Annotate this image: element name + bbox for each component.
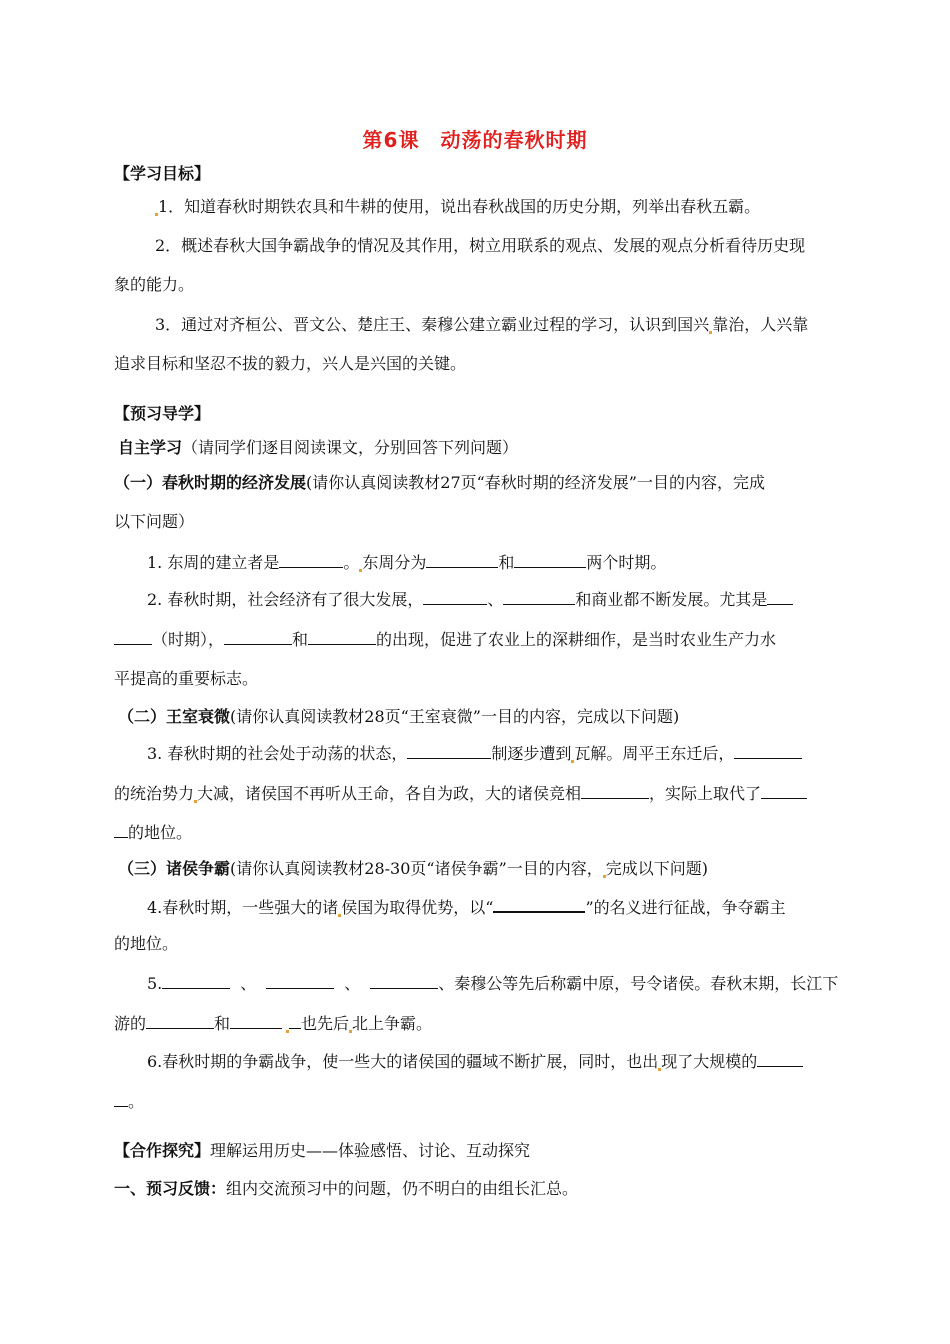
q2-text-e: 和: [292, 630, 309, 649]
q3-text-f: ，实际上取代了: [649, 784, 762, 803]
q6-text-a: 6.春秋时期的争霸战争，使一些大的诸侯国的疆域不断扩展，同时，也出: [147, 1052, 659, 1071]
q4-text-c: ”的名义进行征战，争夺霸主: [585, 898, 786, 917]
q5-text-a: 5.: [147, 974, 163, 993]
q5-text-b: 、: [240, 974, 257, 993]
objective-3-line2: 追求目标和坚忍不拔的毅力，兴人是兴国的关键。: [114, 354, 467, 373]
objective-3-line1: [155, 314, 808, 336]
question-2-line2: [114, 628, 776, 651]
q4-text-b: 侯国为取得优势，以“: [341, 898, 494, 917]
q1-text-e: 两个时期。: [586, 553, 667, 572]
question-5-line1: [147, 972, 838, 995]
section-1-text-line2: 以下问题）: [114, 512, 195, 531]
q3-blank-4a[interactable]: [761, 782, 807, 799]
q4-blank-slogan[interactable]: [493, 895, 585, 913]
section-3-label: （三）诸侯争霸: [118, 859, 231, 878]
question-3-line1: [147, 742, 802, 765]
q3-blank-2[interactable]: [734, 742, 802, 759]
q2-blank-3a[interactable]: [767, 588, 793, 605]
q6-blank-1b[interactable]: [114, 1090, 128, 1107]
mark-dot-icon: [286, 1030, 289, 1033]
preview-heading: 【预习导学】: [114, 404, 211, 423]
section-3-heading-line: [118, 858, 708, 880]
q5-text-e: 游的: [114, 1014, 147, 1033]
self-study-line: [118, 437, 518, 459]
q2-blank-5[interactable]: [308, 628, 376, 645]
objective-3-text-a: 3．通过对齐桓公、晋文公、楚庄王、秦穆公建立霸业过程的学习，认识到国兴: [155, 315, 710, 334]
q5-blank-6[interactable]: [289, 1012, 301, 1029]
section-2-label: （二）王室衰微: [118, 707, 231, 726]
question-5-line2: [114, 1012, 432, 1035]
objective-2-line2: 象的能力。: [114, 275, 195, 294]
section-2-text: (请你认真阅读教材28页“王室衰微”一目的内容，完成以下问题): [230, 707, 680, 726]
page-title: 第6课 动荡的春秋时期: [362, 128, 588, 152]
q3-blank-3[interactable]: [581, 782, 649, 799]
q1-blank-founder[interactable]: [279, 551, 343, 568]
q5-blank-4[interactable]: [146, 1012, 214, 1029]
q5-blank-2[interactable]: [266, 972, 334, 989]
q1-blank-period-2[interactable]: [514, 551, 586, 568]
q2-blank-1[interactable]: [423, 588, 487, 605]
q6-text-b: 现了大规模的: [661, 1052, 758, 1071]
question-2-line1: [147, 588, 793, 611]
self-study-label: 自主学习: [118, 438, 183, 457]
q1-text-d: 和: [498, 553, 515, 572]
question-3-line3: [114, 821, 192, 844]
question-3-line2: [114, 782, 807, 805]
q5-text-h: 北上争霸。: [352, 1014, 433, 1033]
q1-blank-period-1[interactable]: [426, 551, 498, 568]
objective-1-text: 1．知道春秋时期铁农具和牛耕的使用，说出春秋战国的历史分期，列举出春秋五霸。: [158, 197, 761, 216]
q3-text-a: 3. 春秋时期的社会处于动荡的状态，: [147, 744, 408, 763]
q3-text-c: 瓦解。周平王东迁后，: [574, 744, 735, 763]
q2-text-f: 的出现，促进了农业上的深耕细作，是当时农业生产力水: [376, 630, 777, 649]
coop-line: [114, 1140, 530, 1162]
q3-text-e: 大减，诸侯国不再听从王命，各自为政，大的诸侯竞相: [197, 784, 582, 803]
q5-blank-3[interactable]: [370, 972, 438, 989]
q2-text-d: （时期），: [152, 630, 225, 649]
q2-text-b: 、: [487, 590, 504, 609]
q5-text-c: 、: [344, 974, 361, 993]
question-4-line2: 的地位。: [114, 934, 179, 953]
q3-blank-4b[interactable]: [114, 821, 128, 838]
coop-text: 理解运用历史——体验感悟、讨论、互动探究: [210, 1141, 531, 1160]
question-4-line1: [147, 895, 786, 919]
q2-text-a: 2. 春秋时期，社会经济有了很大发展，: [147, 590, 424, 609]
q3-text-b: 制逐步遭到: [491, 744, 572, 763]
q3-blank-1[interactable]: [407, 742, 491, 759]
q1-text-a: 1. 东周的建立者是: [147, 553, 280, 572]
q5-blank-5[interactable]: [230, 1012, 282, 1029]
coop-heading: 【合作探究】: [114, 1141, 211, 1160]
feedback-line: [114, 1178, 578, 1200]
section-1-text: (请你认真阅读教材27页“春秋时期的经济发展”一目的内容，完成: [306, 473, 765, 492]
objectives-heading: 【学习目标】: [114, 164, 211, 183]
q3-text-g: 的地位。: [128, 823, 193, 842]
question-2-line3: 平提高的重要标志。: [114, 669, 259, 688]
q4-text-a: 4.春秋时期，一些强大的诸: [147, 898, 339, 917]
q2-blank-2[interactable]: [503, 588, 575, 605]
section-2-heading-line: [118, 706, 679, 728]
q6-blank-1a[interactable]: [757, 1050, 803, 1067]
q2-text-c: 和商业都不断发展。尤其是: [575, 590, 768, 609]
q1-text-c: 东周分为: [362, 553, 427, 572]
section-1-label: （一）春秋时期的经济发展: [114, 473, 307, 492]
section-3-text-2: 完成以下问题): [605, 859, 708, 878]
q2-blank-3b[interactable]: [114, 628, 152, 645]
self-study-text: （请同学们逐目阅读课文，分别回答下列问题）: [182, 438, 519, 457]
q5-text-d: 、秦穆公等先后称霸中原，号令诸侯。春秋末期，长江下: [438, 974, 839, 993]
objective-1: [155, 196, 760, 218]
q3-text-d: 的统治势力: [114, 784, 195, 803]
q2-blank-4[interactable]: [224, 628, 292, 645]
q5-text-f: 和: [214, 1014, 231, 1033]
feedback-text: 组内交流预习中的问题，仍不明白的由组长汇总。: [226, 1179, 579, 1198]
section-3-text: (请你认真阅读教材28-30页“诸侯争霸”一目的内容，: [230, 859, 603, 878]
feedback-label: 一、预习反馈：: [114, 1179, 227, 1198]
objective-3-text-b: 靠治，人兴靠: [712, 315, 809, 334]
q5-text-g: 也先后: [301, 1014, 350, 1033]
q1-text-b: 。: [343, 553, 360, 572]
question-6-line2: [114, 1090, 144, 1113]
q5-blank-1[interactable]: [162, 972, 230, 989]
objective-2-line1: 2．概述春秋大国争霸战争的情况及其作用，树立用联系的观点、发展的观点分析看待历史现: [155, 236, 806, 255]
question-1: [147, 551, 666, 574]
q6-text-c: 。: [128, 1092, 145, 1111]
section-1-heading-line: [114, 472, 765, 494]
question-6-line1: [147, 1050, 803, 1073]
